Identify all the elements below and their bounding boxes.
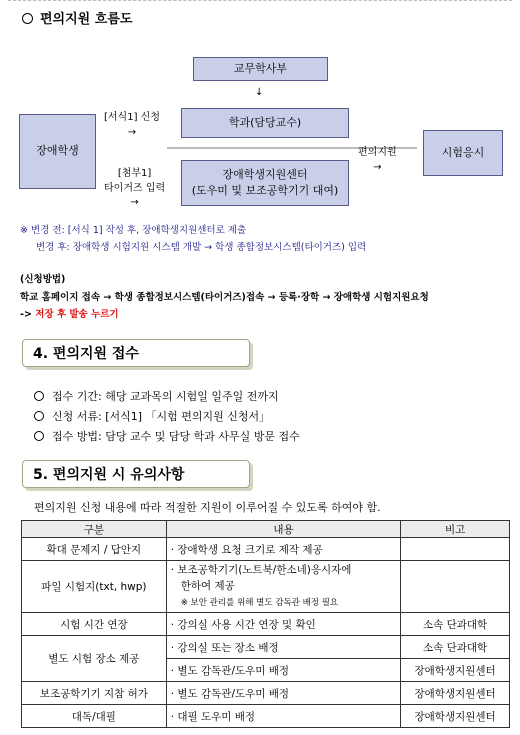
table-row [22,705,510,728]
section-title-text: 편의지원 흐름도 [40,12,133,27]
table-cell-content: · 강의실 사용 시간 연장 및 확인 [166,613,400,636]
table-cell-content: · 대필 도우미 배정 [166,705,400,728]
circle-bullet-icon [34,391,44,401]
flow-box-academic-affairs: 교무학사부 [193,57,328,81]
guideline-table [21,520,510,728]
table-row [22,613,510,636]
table-row [22,682,510,705]
table-cell-content: · 보조공학기기(노트북/한소네)응시자에 한하여 제공 ※ 보안 관리를 위해 별도 감독관 배정 필요 [166,561,400,613]
section5-heading: 5. 편의지원 시 유의사항 [22,460,250,488]
method-title: (신청방법) [20,274,66,285]
table-header: 비고 [401,521,510,538]
table-row [22,636,510,659]
table-cell-category: 확대 문제지 / 답안지 [22,538,167,561]
flow-down-arrow: ↓ [255,87,264,98]
table-cell-category: 시험 시간 연장 [22,613,167,636]
note-before: ※ 변경 전: [서식 1] 작성 후, 장애학생지원센터로 제출 [20,225,247,236]
section4-item: 접수 기간: 해당 교과목의 시험일 일주일 전까지 [34,388,279,404]
table-cell-category: 보조공학기기 지참 허가 [22,682,167,705]
table-cell-note [401,561,510,613]
table-cell-note: 장애학생지원센터 [401,659,510,682]
table-cell-note: 소속 단과대학 [401,613,510,636]
table-row [22,561,510,613]
table-cell-category: 별도 시험 장소 제공 [22,636,167,682]
table-cell-content: · 별도 감독관/도우미 배정 [166,659,400,682]
circle-bullet-icon [34,411,44,421]
table-cell-category: 대독/대필 [22,705,167,728]
section5-intro: 편의지원 신청 내용에 따라 적절한 지원이 이루어질 수 있도록 하여야 함. [34,501,381,514]
table-row [22,538,510,561]
table-cell-content: · 별도 감독관/도우미 배정 [166,682,400,705]
flow-label-support: 편의지원 → [358,147,397,173]
circle-bullet-icon [34,431,44,441]
method-line2: -> 저장 후 발송 누르기 [20,309,119,320]
note-after: 변경 후: 장애학생 시험지원 시스템 개발 → 학생 종합정보시스템(타이거즈) 입력 [36,242,367,253]
table-header: 내용 [166,521,400,538]
table-cell-note: 장애학생지원센터 [401,682,510,705]
table-cell-content: · 장애학생 요청 크기로 제작 제공 [166,538,400,561]
table-cell-content: · 강의실 또는 장소 배정 [166,636,400,659]
table-cell-note: 소속 단과대학 [401,636,510,659]
section4-item: 접수 방법: 담당 교수 및 담당 학과 사무실 방문 접수 [34,428,300,444]
section4-item: 신청 서류: [서식1] 「시험 편의지원 신청서」 [34,408,270,424]
flow-label-apply: [서식1] 신청 → [104,112,160,138]
method-line1: 학교 홈페이지 접속 → 학생 종합정보시스템(타이거즈)접속 → 등록·장학 → 장애학생 시험지원요청 [20,292,429,303]
table-header-row [22,521,510,538]
table-cell-note: 장애학생지원센터 [401,705,510,728]
flow-box-department: 학과(담당교수) [181,108,349,138]
table-header: 구분 [22,521,167,538]
table-cell-category: 파일 시험지(txt, hwp) [22,561,167,613]
table-cell-note [401,538,510,561]
section4-heading: 4. 편의지원 접수 [22,339,250,367]
flow-box-support-center: 장애학생지원센터 (도우미 및 보조공학기기 대여) [181,160,349,206]
flow-box-exam: 시험응시 [423,130,503,176]
flow-label-attach: [첨부1] 타이거즈 입력 → [104,168,166,208]
flow-box-disabled-student: 장애학생 [19,114,96,189]
